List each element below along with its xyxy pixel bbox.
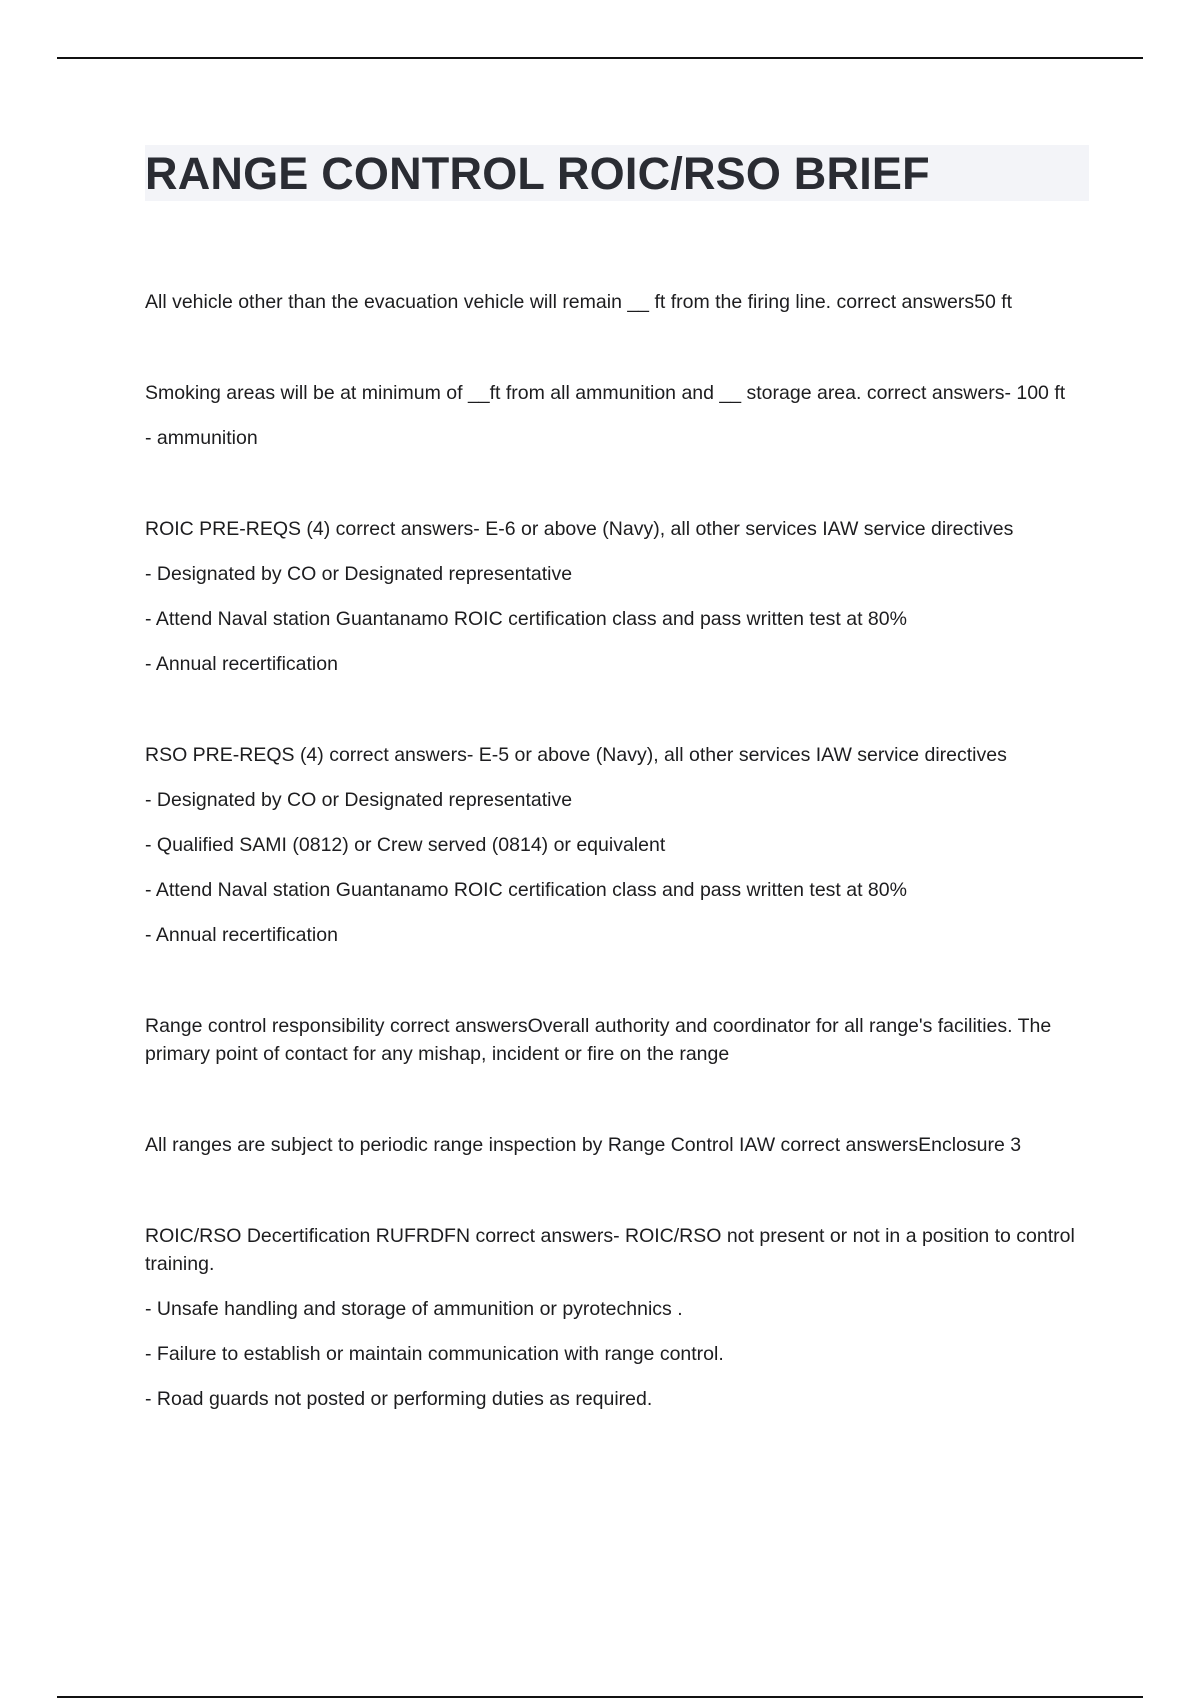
qa-line: - Annual recertification	[145, 924, 338, 946]
qa-line: - Annual recertification	[145, 653, 338, 675]
qa-line: RSO PRE-REQS (4) correct answers- E-5 or above (Navy), all other services IAW service directives	[145, 744, 1007, 766]
qa-item	[145, 379, 1095, 452]
qa-item	[145, 288, 1095, 316]
qa-line: - ammunition	[145, 427, 258, 449]
qa-line: Range control responsibility correct answersOverall authority and coordinator for all range's facilities. The primary point of contact for any mishap, incident or fire on the range	[145, 1015, 1052, 1065]
qa-line: - Attend Naval station Guantanamo ROIC certification class and pass written test at 80%	[145, 879, 907, 901]
qa-line: - Attend Naval station Guantanamo ROIC certification class and pass written test at 80%	[145, 608, 907, 630]
qa-line: All vehicle other than the evacuation vehicle will remain __ ft from the firing line. correct answers50 ft	[145, 291, 1013, 313]
qa-line: ROIC PRE-REQS (4) correct answers- E-6 or above (Navy), all other services IAW service directives	[145, 518, 1014, 540]
qa-item	[145, 1012, 1095, 1068]
bottom-rule	[57, 1696, 1143, 1698]
qa-line: All ranges are subject to periodic range inspection by Range Control IAW correct answersEnclosure 3	[145, 1134, 1022, 1156]
qa-item	[145, 1131, 1095, 1159]
document-title: RANGE CONTROL ROIC/RSO BRIEF	[145, 148, 930, 199]
document-body	[145, 288, 1095, 1476]
qa-line: - Qualified SAMI (0812) or Crew served (0814) or equivalent	[145, 834, 666, 856]
qa-line: - Road guards not posted or performing duties as required.	[145, 1388, 653, 1410]
qa-item	[145, 741, 1095, 949]
title-banner	[145, 145, 1089, 201]
qa-item	[145, 1222, 1095, 1413]
qa-item	[145, 515, 1095, 678]
qa-line: - Designated by CO or Designated representative	[145, 563, 573, 585]
top-rule	[57, 57, 1143, 59]
qa-line: Smoking areas will be at minimum of __ft from all ammunition and __ storage area. correct answers- 100 ft	[145, 382, 1066, 404]
qa-line: ROIC/RSO Decertification RUFRDFN correct answers- ROIC/RSO not present or not in a position to control training.	[145, 1225, 1075, 1275]
qa-line: - Designated by CO or Designated representative	[145, 789, 573, 811]
qa-line: - Failure to establish or maintain communication with range control.	[145, 1343, 724, 1365]
qa-line: - Unsafe handling and storage of ammunition or pyrotechnics .	[145, 1298, 683, 1320]
